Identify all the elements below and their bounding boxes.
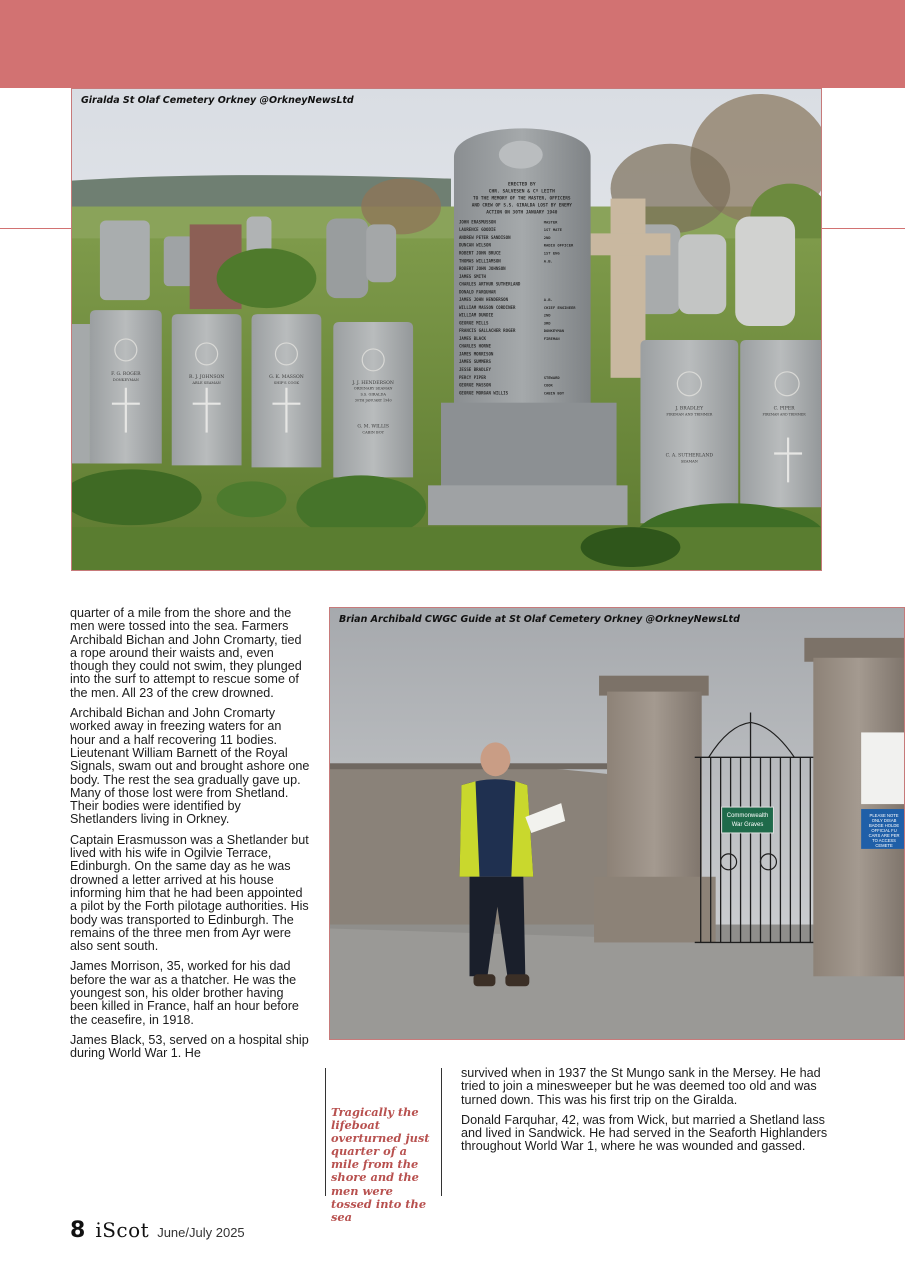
headstone-name: R. J. JOHNSON bbox=[189, 374, 225, 380]
cwgc-sign-line: Commonwealth bbox=[726, 813, 769, 820]
memorial-crew-rank: STEWARD bbox=[543, 374, 560, 380]
headstone-name: J. J. HENDERSON bbox=[352, 380, 394, 386]
memorial-crew-rank: MASTER bbox=[543, 219, 558, 225]
divider-rule-right bbox=[822, 228, 905, 229]
memorial-crew-name: JAMES SUMMERS bbox=[458, 359, 491, 365]
memorial-line: ACTION ON 30TH JANUARY 1940 bbox=[486, 210, 558, 216]
headstone-rank: ABLE SEAMAN bbox=[192, 380, 221, 385]
headstone-rank: CABIN BOY bbox=[362, 430, 385, 435]
memorial-crew-rank: FIREMAN bbox=[543, 335, 560, 341]
memorial-crew-rank: 3RD bbox=[543, 320, 551, 326]
memorial-crew-name: JAMES JOHN HENDERSON bbox=[458, 297, 509, 303]
memorial-crew-rank: 2ND bbox=[543, 234, 551, 240]
notice-line: TO ACCESS bbox=[872, 837, 896, 843]
photo-caption: Brian Archibald CWGC Guide at St Olaf Cemetery Orkney @OrkneyNewsLtd bbox=[339, 614, 740, 625]
guide-photo bbox=[329, 607, 905, 1040]
memorial-crew-name: DUNCAN WILSON bbox=[458, 242, 491, 248]
guide-photo-image bbox=[330, 608, 904, 1039]
memorial-crew-name: WILLIAM DUNDIE bbox=[458, 312, 494, 318]
photo-caption: Giralda St Olaf Cemetery Orkney @OrkneyNewsLtd bbox=[81, 95, 354, 106]
memorial-crew-name: PERCY PIPER bbox=[458, 374, 487, 380]
headstone-date: 30TH JANUARY 1940 bbox=[354, 398, 392, 403]
memorial-crew-rank: 2ND bbox=[543, 312, 551, 318]
memorial-crew-rank: CHIEF ENGINEER bbox=[543, 304, 576, 310]
headstone-rank: SEAMAN bbox=[680, 459, 698, 464]
memorial-crew-name: FRANCIS GALLACHER ROGER bbox=[458, 328, 516, 334]
memorial-crew-name: ANDREW PETER SANDISON bbox=[458, 234, 511, 240]
headstone-rank: ORDINARY SEAMAN bbox=[353, 386, 393, 391]
article-paragraph: survived when in 1937 the St Mungo sank in the Mersey. He had tried to join a minesweeper but he was deemed too old and was turned down. This was his first trip on the Giralda. bbox=[461, 1066, 821, 1107]
memorial-crew-name: JAMES BLACK bbox=[458, 335, 487, 341]
headstone-name: J. BRADLEY bbox=[675, 406, 704, 412]
magazine-logo: iScot bbox=[95, 1218, 150, 1242]
divider-rule-left bbox=[0, 228, 72, 229]
memorial-line: AND CREW OF S.S. GIRALDA LOST BY ENEMY bbox=[471, 203, 572, 209]
memorial-line: ERECTED BY bbox=[507, 182, 536, 188]
memorial-crew-name: THOMAS WILLIAMSON bbox=[458, 258, 501, 264]
article-column-right bbox=[461, 1067, 831, 1161]
article-paragraph: James Black, 53, served on a hospital ship during World War 1. He bbox=[70, 1032, 309, 1061]
memorial-crew-rank: DONKEYMAN bbox=[543, 328, 565, 334]
memorial-crew-name: JAMES MORRISON bbox=[458, 351, 494, 357]
memorial-crew-name: GEORGE MORGAN WILLIS bbox=[458, 390, 509, 396]
memorial-crew-name: LAURENCE GOODIE bbox=[458, 227, 496, 233]
memorial-crew-name: ROBERT JOHN BRUCE bbox=[458, 250, 501, 256]
memorial-crew-rank: RADIO OFFICER bbox=[543, 242, 574, 248]
article-paragraph: Archibald Bichan and John Cromarty worked away in freezing waters for an hour and a half recovering 11 bodies. Lieutenant William Barnett of the Royal Signals, swam out and brought ashore one body. The rest the sea gradually gave up. Many of those lost were from Shetland. Their bodies were identified by Shetlanders living in Orkney. bbox=[70, 706, 310, 827]
memorial-crew-name: JESSE BRADLEY bbox=[458, 367, 491, 373]
memorial-crew-name: CHARLES ARTHUR SUTHERLAND bbox=[458, 281, 521, 287]
memorial-crew-name: GEORGE MASSON bbox=[458, 382, 491, 388]
memorial-crew-rank: A.B. bbox=[543, 258, 553, 264]
memorial-crew-rank: COOK bbox=[543, 382, 553, 388]
article-paragraph: Donald Farquhar, 42, was from Wick, but married a Shetland lass and lived in Sandwick. He had served in the Seaforth Highlanders throughout World War 1, where he was wounded and gassed. bbox=[461, 1112, 828, 1154]
header-band bbox=[0, 0, 905, 88]
notice-line: BADGE HOLDE bbox=[868, 822, 900, 828]
memorial-crew-rank: 1ST MATE bbox=[543, 227, 562, 233]
notice-line: CARS ARE PER bbox=[868, 832, 900, 838]
page-number: 8 bbox=[70, 1218, 86, 1243]
headstone-ship: S.S. GIRALDA bbox=[360, 392, 386, 397]
memorial-crew-rank: CABIN BOY bbox=[543, 390, 565, 396]
memorial-crew-name: DONALD FARQUHAR bbox=[458, 289, 496, 295]
headstone-rank: FIREMAN AND TRIMMER bbox=[666, 412, 713, 417]
issue-date: June/July 2025 bbox=[157, 1225, 245, 1240]
memorial-line: TO THE MEMORY OF THE MASTER, OFFICERS bbox=[473, 196, 571, 202]
notice-line: PLEASE NOTE bbox=[869, 813, 899, 819]
memorial-crew-name: ROBERT JOHN JOHNSON bbox=[458, 266, 506, 272]
headstone-rank: DONKEYMAN bbox=[112, 377, 139, 382]
article-paragraph: James Morrison, 35, worked for his dad before the war as a thatcher. He was the youngest son, his older brother having been killed in France, half an hour before the ceasefire, in 1918. bbox=[70, 959, 299, 1027]
cemetery-photo-image bbox=[72, 89, 821, 570]
article-paragraph: Captain Erasmusson was a Shetlander but lived with his wife in Ogilvie Terrace, Edinburgh. On the same day as he was drowned a letter arrived at his house informing him that he had been appointed a pilot by the Forth pilotage authorities. His body was transported to Edinburgh. The remains of the three men from Ayr were also sent south. bbox=[70, 832, 309, 954]
article-paragraph: quarter of a mile from the shore and the men were tossed into the sea. Farmers Archibald Bichan and John Cromarty, tied a rope around their waists and, even though they could not swim, they plunged into the surf to attempt to rescue some of the men. All 23 of the crew drowned. bbox=[70, 606, 302, 700]
headstone-rank: SHIP'S COOK bbox=[273, 380, 300, 385]
memorial-crew-name: JOHN ERASMUSSON bbox=[458, 219, 496, 225]
memorial-line: CHR. SALVESEN & Cº LEITH bbox=[488, 189, 555, 195]
cwgc-sign-line: War Graves bbox=[731, 821, 764, 828]
cemetery-photo bbox=[71, 88, 822, 571]
memorial-crew-name: WILLIAM MASSON CORDINER bbox=[458, 304, 516, 310]
notice-line: ONLY DISAB bbox=[871, 818, 897, 824]
memorial-crew-name: CHARLES HORNE bbox=[458, 343, 491, 349]
headstone-name: G. K. MASSON bbox=[269, 374, 304, 380]
memorial-crew-rank: A.B. bbox=[543, 297, 553, 303]
headstone-rank: FIREMAN AND TRIMMER bbox=[762, 412, 806, 417]
headstone-name: C. A. SUTHERLAND bbox=[665, 453, 714, 459]
headstone-name: F. G. ROGER bbox=[111, 371, 141, 377]
notice-line: OFFICIAL FU bbox=[871, 827, 897, 833]
memorial-crew-rank: 1ST ENG bbox=[543, 250, 560, 256]
notice-line: CEMETE bbox=[875, 842, 893, 848]
article-column-left bbox=[70, 607, 310, 1068]
memorial-crew-name: JAMES SMITH bbox=[458, 273, 487, 279]
pull-quote: Tragically the lifeboat overturned just quarter of a mile from the shore and the men were tossed into the sea bbox=[325, 1068, 442, 1196]
page-footer bbox=[70, 1218, 245, 1248]
headstone-name: G. M. WILLIS bbox=[357, 424, 389, 430]
headstone-name: C. PIPER bbox=[773, 406, 795, 412]
memorial-crew-name: GEORGE MILLS bbox=[458, 320, 489, 326]
